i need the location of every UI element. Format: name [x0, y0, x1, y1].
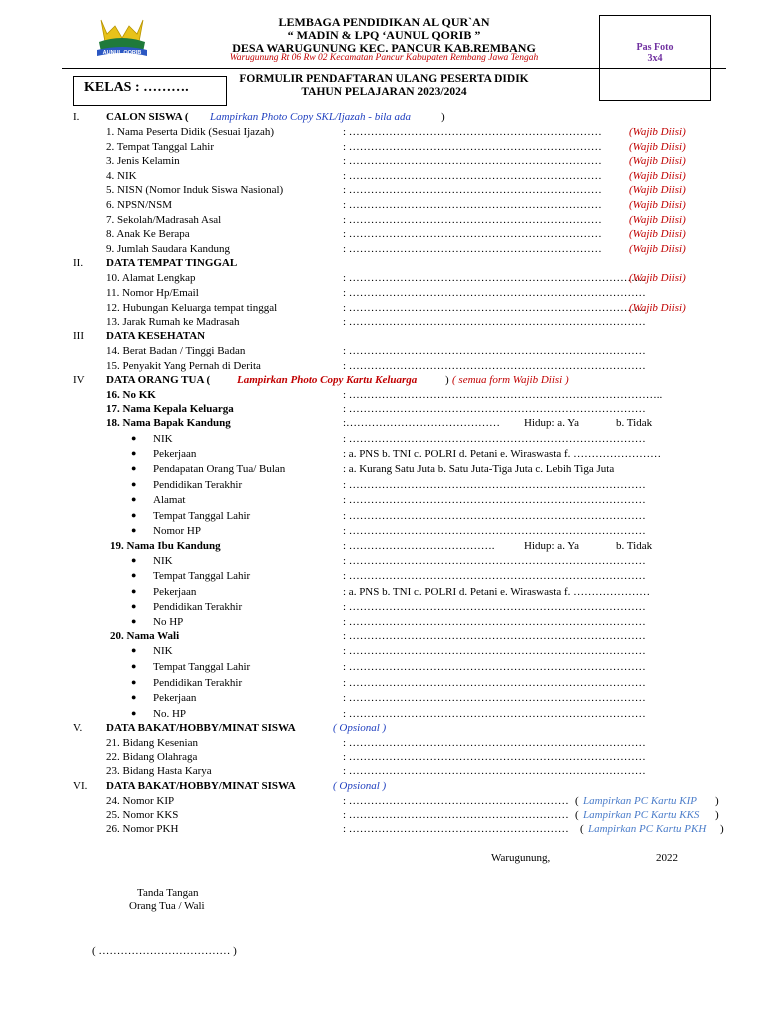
field-label: Tempat Tanggal Lahir — [153, 510, 251, 522]
section-roman: II. — [73, 257, 84, 269]
field-label: 6. NPSN/NSM — [106, 199, 173, 211]
bullet-icon: ● — [131, 645, 137, 655]
field-label: Nomor HP — [153, 525, 201, 537]
field-label: 20. Nama Wali — [110, 630, 180, 642]
required-note: (Wajib Diisi) — [629, 155, 686, 168]
field-input[interactable]: : ……………………………………………………………………… — [343, 601, 646, 613]
form-row — [0, 751, 768, 766]
field-input[interactable]: : …………………………………………………………… — [343, 242, 602, 255]
form-row — [0, 795, 768, 810]
form-row — [0, 737, 768, 752]
signature-line[interactable]: ( ……………………………… ) — [92, 945, 237, 957]
field-input[interactable]: : …………………………………………………………… — [343, 184, 602, 197]
section-note-2: ( semua form Wajib Diisi ) — [452, 374, 569, 386]
required-note: (Wajib Diisi) — [629, 213, 686, 226]
field-label: 19. Nama Ibu Kandung — [110, 540, 221, 552]
attachment-note: Lampirkan PC Kartu PKH — [588, 823, 707, 835]
field-input[interactable]: : ……………………………………………………………………… — [343, 677, 646, 689]
field-label: 5. NISN (Nomor Induk Siswa Nasional) — [106, 184, 284, 197]
field-label: Pekerjaan — [153, 586, 197, 598]
section-title: DATA TEMPAT TINGGAL — [106, 257, 238, 269]
form-row — [0, 708, 768, 723]
field-input[interactable]: : ……………………………………………………………………… — [343, 661, 646, 673]
header-divider — [62, 68, 726, 69]
form-row — [0, 126, 768, 141]
required-note: (Wajib Diisi) — [629, 272, 686, 284]
field-input[interactable]: : ……………………………………………………………………… — [343, 645, 646, 657]
form-row — [0, 287, 768, 302]
form-title-line-2: TAHUN PELAJARAN 2023/2024 — [301, 86, 467, 98]
field-label: No HP — [153, 616, 184, 628]
bullet-icon: ● — [131, 494, 137, 504]
section-title: DATA BAKAT/HOBBY/MINAT SISWA — [106, 722, 296, 734]
field-input[interactable]: : ……………………………………………………………………… — [343, 316, 646, 328]
field-label: Pekerjaan — [153, 692, 197, 704]
form-row — [0, 765, 768, 780]
form-row — [0, 692, 768, 707]
form-row — [0, 433, 768, 448]
field-input[interactable]: : ……………………………………………………………………… — [343, 433, 646, 445]
bullet-icon: ● — [131, 433, 137, 443]
form-row — [0, 389, 768, 404]
field-label: 22. Bidang Olahraga — [106, 751, 198, 763]
form-row — [0, 570, 768, 585]
field-label: Tempat Tanggal Lahir — [153, 661, 251, 673]
form-row — [0, 243, 768, 258]
field-label: 12. Hubungan Keluarga tempat tinggal — [106, 302, 278, 314]
required-note: (Wajib Diisi) — [629, 228, 686, 241]
field-label: NIK — [153, 645, 173, 657]
signature-year: 2022 — [656, 852, 678, 864]
note-paren: ( — [580, 823, 584, 835]
form-row — [0, 214, 768, 229]
form-row — [0, 228, 768, 243]
section-note-close: ) — [445, 374, 449, 386]
field-label: Alamat — [153, 494, 186, 506]
form-row — [0, 345, 768, 360]
field-label: 9. Jumlah Saudara Kandung — [106, 242, 231, 255]
form-row — [0, 494, 768, 509]
section-3-header — [0, 330, 768, 345]
form-row — [0, 155, 768, 170]
field-input[interactable]: : …………………………………………………… — [343, 823, 569, 835]
field-label: Tempat Tanggal Lahir — [153, 570, 251, 582]
field-input[interactable]: : ……………………………………………………………………… — [343, 479, 646, 491]
field-label: 4. NIK — [106, 169, 137, 182]
field-label: 3. Jenis Kelamin — [106, 155, 180, 168]
field-input[interactable]: : …………………………………………………………… — [343, 140, 602, 153]
form-row — [0, 316, 768, 331]
form-row — [0, 601, 768, 616]
field-label: 21. Bidang Kesenian — [106, 737, 198, 749]
svg-text:AUNUL QORIB: AUNUL QORIB — [102, 50, 142, 56]
section-note: ( Opsional ) — [333, 722, 387, 734]
field-input[interactable]: : …………………………………………………… — [343, 809, 569, 821]
form-row — [0, 586, 768, 601]
section-title: DATA KESEHATAN — [106, 330, 206, 342]
note-paren: ( — [575, 809, 579, 821]
form-row — [0, 823, 768, 838]
field-label: 14. Berat Badan / Tinggi Badan — [106, 345, 246, 357]
field-input[interactable]: : …………………………………………………………… — [343, 126, 602, 138]
signature-label-2: Orang Tua / Wali — [129, 900, 205, 912]
section-roman: VI. — [73, 780, 88, 792]
header-address: Warugunung Rt 06 Rw 02 Kecamatan Pancur Kabupaten Rembang Jawa Tengah — [229, 53, 539, 63]
section-title: DATA ORANG TUA ( — [106, 374, 211, 386]
note-paren: ) — [715, 809, 719, 821]
field-input[interactable]: : ……………………………………………………………………… — [343, 555, 646, 567]
field-input[interactable]: : ……………………………………………………………………… — [343, 287, 646, 299]
section-note: ( Opsional ) — [333, 780, 387, 792]
field-label: No. HP — [153, 708, 187, 720]
form-row — [0, 360, 768, 375]
section-6-header — [0, 780, 768, 795]
field-input[interactable]: : ……………………………………………………………………… — [343, 616, 646, 628]
required-note: (Wajib Diisi) — [629, 199, 686, 211]
form-row — [0, 645, 768, 660]
field-label: 23. Bidang Hasta Karya — [106, 765, 212, 777]
bullet-icon: ● — [131, 601, 137, 611]
field-input[interactable]: : a. Kurang Satu Juta b. Satu Juta-Tiga Juta c. Lebih Tiga Juta — [343, 463, 615, 475]
bullet-icon: ● — [131, 708, 137, 718]
alive-option-yes[interactable]: Hidup: a. Ya — [524, 540, 580, 552]
bullet-icon: ● — [131, 479, 137, 489]
field-input[interactable]: : …………………………………………………………… — [343, 213, 602, 226]
form-row — [0, 677, 768, 692]
field-input[interactable]: : …………………………………. — [343, 540, 495, 552]
form-row — [0, 555, 768, 570]
signature-label-1: Tanda Tangan — [137, 887, 199, 899]
field-input[interactable]: : a. PNS b. TNI c. POLRI d. Petani e. Wiraswasta f. …………………… — [343, 448, 662, 460]
field-label: 17. Nama Kepala Keluarga — [106, 403, 234, 415]
field-input[interactable]: : ……………………………………………………………………… — [343, 510, 646, 522]
field-label: 8. Anak Ke Berapa — [106, 228, 190, 241]
required-note: (Wajib Diisi) — [629, 126, 686, 138]
field-label: 1. Nama Peserta Didik (Sesuai Ijazah) — [106, 126, 274, 138]
field-label: NIK — [153, 433, 173, 445]
field-input[interactable]: : ……………………………………………………………………… — [343, 737, 646, 749]
signature-place: Warugunung, — [491, 852, 551, 864]
form-row — [0, 141, 768, 156]
section-roman: III — [73, 330, 84, 342]
field-label: 16. No KK — [106, 389, 156, 401]
field-input[interactable]: : ……………………………………………………………………… — [343, 403, 646, 415]
field-label: 11. Nomor Hp/Email — [106, 287, 199, 299]
header-line-3: DESA WARUGUNUNG KEC. PANCUR KAB.REMBANG — [232, 41, 536, 55]
bullet-icon: ● — [131, 555, 137, 565]
field-label: 24. Nomor KIP — [106, 795, 175, 807]
photo-size: 3x4 — [647, 53, 663, 64]
field-input[interactable]: : …………………………………………………………… — [343, 155, 602, 168]
field-label: Pendidikan Terakhir — [153, 601, 243, 613]
bullet-icon: ● — [131, 616, 137, 626]
note-paren: ) — [720, 823, 724, 835]
form-row — [0, 463, 768, 478]
field-input[interactable]: : ……………………………………………………………………… — [343, 765, 646, 777]
required-note: (Wajib Diisi) — [629, 184, 686, 197]
required-note: (Wajib Diisi) — [629, 169, 686, 182]
field-input[interactable]: : …………………………………………………………… — [343, 169, 602, 182]
section-5-header — [0, 722, 768, 737]
bullet-icon: ● — [131, 661, 137, 671]
kelas-box[interactable]: KELAS : ………. — [73, 76, 227, 106]
field-label: NIK — [153, 555, 173, 567]
required-note: (Wajib Diisi) — [629, 302, 686, 314]
bullet-icon: ● — [131, 570, 137, 580]
form-row — [0, 403, 768, 418]
section-note: Lampirkan Photo Copy Kartu Keluarga — [237, 374, 418, 386]
form-row — [0, 809, 768, 824]
field-label: Pendidikan Terakhir — [153, 479, 243, 491]
section-roman: IV — [73, 374, 85, 386]
field-label: 7. Sekolah/Madrasah Asal — [106, 213, 222, 226]
form-row — [0, 417, 768, 432]
header-line-1: LEMBAGA PENDIDIKAN AL QUR`AN — [278, 15, 490, 29]
section-note: Lampirkan Photo Copy SKL/Ijazah - bila ada — [210, 111, 412, 123]
bullet-icon: ● — [131, 448, 137, 458]
section-roman: I. — [73, 111, 80, 123]
bullet-icon: ● — [131, 692, 137, 702]
field-input[interactable]: :…………………………………… — [343, 417, 501, 429]
section-note-close: ) — [441, 111, 445, 123]
form-title-line-1: FORMULIR PENDAFTARAN ULANG PESERTA DIDIK — [239, 73, 529, 85]
field-input[interactable]: : ……………………………………………………………………… — [343, 360, 646, 372]
attachment-note: Lampirkan PC Kartu KIP — [583, 795, 697, 807]
field-label: Pekerjaan — [153, 448, 197, 460]
form-row — [0, 616, 768, 631]
form-row — [0, 272, 768, 287]
form-row — [0, 510, 768, 525]
attachment-note: Lampirkan PC Kartu KKS — [583, 809, 700, 821]
field-input[interactable]: : ……………………………………………………………………… — [343, 302, 646, 314]
section-1-header — [0, 111, 768, 126]
bullet-icon: ● — [131, 677, 137, 687]
form-row — [0, 184, 768, 199]
field-label: Pendidikan Terakhir — [153, 677, 243, 689]
bullet-icon: ● — [131, 525, 137, 535]
field-label: 13. Jarak Rumah ke Madrasah — [106, 316, 240, 328]
field-input[interactable]: : …………………………………………………… — [343, 795, 569, 807]
note-paren: ) — [715, 795, 719, 807]
bullet-icon: ● — [131, 586, 137, 596]
form-row — [0, 661, 768, 676]
field-input[interactable]: : ……………………………………………………………………… — [343, 570, 646, 582]
field-input[interactable]: : ……………………………………………………………………… — [343, 630, 646, 642]
field-label: 18. Nama Bapak Kandung — [106, 417, 231, 429]
form-row — [0, 302, 768, 317]
form-row — [0, 630, 768, 645]
form-row — [0, 525, 768, 540]
field-input[interactable]: : ……………………………………………………………………… — [343, 708, 646, 720]
field-input[interactable]: : ……………………………………………………………………… — [343, 525, 646, 537]
bullet-icon: ● — [131, 463, 137, 473]
form-row — [0, 540, 768, 555]
field-input[interactable]: : ……………………………………………………………………… — [343, 692, 646, 704]
field-label: 26. Nomor PKH — [106, 823, 179, 835]
field-input[interactable]: : a. PNS b. TNI c. POLRI d. Petani e. Wiraswasta f. ………………… — [343, 586, 651, 598]
alive-option-no[interactable]: b. Tidak — [616, 540, 653, 552]
required-note: (Wajib Diisi) — [629, 140, 686, 153]
form-row — [0, 170, 768, 185]
field-label: 25. Nomor KKS — [106, 809, 179, 821]
field-input[interactable]: : ……………………………………………………………………… — [343, 272, 646, 284]
bullet-icon: ● — [131, 510, 137, 520]
form-row — [0, 479, 768, 494]
field-input[interactable]: : ……………………………………………………………………… — [343, 751, 646, 763]
note-paren: ( — [575, 795, 579, 807]
required-note: (Wajib Diisi) — [629, 242, 686, 255]
section-roman: V. — [73, 722, 83, 734]
field-label: 10. Alamat Lengkap — [106, 272, 196, 284]
field-label: 15. Penyakit Yang Pernah di Derita — [106, 360, 261, 372]
alive-option-no[interactable]: b. Tidak — [616, 417, 653, 429]
section-4-header — [0, 374, 768, 389]
field-input[interactable]: : ……………………………………………………………………… — [343, 345, 646, 357]
section-title: CALON SISWA ( — [106, 111, 189, 123]
field-input[interactable]: : …………………………………………………………… — [343, 228, 602, 241]
field-input[interactable]: : …………………………………………………………… — [343, 199, 602, 211]
form-row — [0, 199, 768, 214]
header-line-2: “ MADIN & LPQ ‘AUNUL QORIB ” — [287, 28, 481, 42]
form-row — [0, 448, 768, 463]
photo-label: Pas Foto — [636, 42, 674, 53]
section-title: DATA BAKAT/HOBBY/MINAT SISWA — [106, 780, 296, 792]
section-2-header — [0, 257, 768, 272]
field-label: 2. Tempat Tanggal Lahir — [106, 140, 215, 153]
alive-option-yes[interactable]: Hidup: a. Ya — [524, 417, 580, 429]
field-input[interactable]: : ………………………………………………………………………….. — [343, 389, 663, 401]
field-input[interactable]: : ……………………………………………………………………… — [343, 494, 646, 506]
field-label: Pendapatan Orang Tua/ Bulan — [153, 463, 286, 475]
